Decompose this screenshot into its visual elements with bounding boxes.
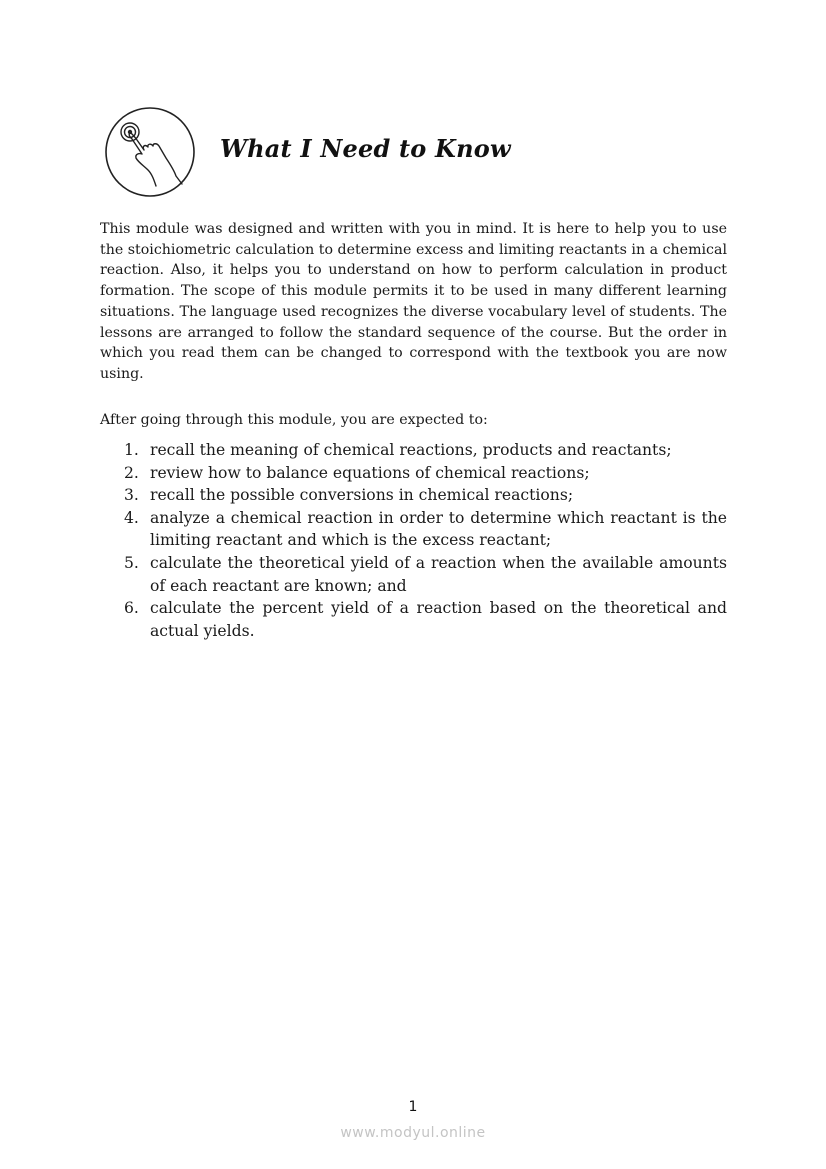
watermark-text: www.modyul.online xyxy=(340,1125,486,1141)
list-item xyxy=(124,484,727,507)
list-item-number: 2. xyxy=(124,463,139,482)
list-item-number: 5. xyxy=(124,553,139,572)
list-item xyxy=(124,597,727,642)
list-item-number: 3. xyxy=(124,486,139,505)
list-item-text: review how to balance equations of chemical reactions; xyxy=(150,463,590,482)
list-item-text: recall the meaning of chemical reactions, products and reactants; xyxy=(150,441,672,459)
list-item xyxy=(124,507,727,552)
list-item-text: analyze a chemical reaction in order to determine which reactant is the limiting reactant and which is the excess reactant; xyxy=(150,508,727,550)
intro-paragraph: This module was designed and written with you in mind. It is here to help you to use the stoichiometric calculation to determine excess and limiting reactants in a chemical reaction. Also, it helps you to understand on how to perform calculation in product formation. The scope of this module permits it to be used in many different learning situations. The language used recognizes the diverse vocabulary level of students. The lessons are arranged to follow the standard sequence of the course. But the order in which you read them can be changed to correspond with the textbook you are now using. xyxy=(100,221,727,382)
list-item-number: 6. xyxy=(124,599,139,618)
list-item-number: 1. xyxy=(124,441,139,459)
page-number: 1 xyxy=(408,1099,418,1115)
objectives-lead: After going through this module, you are expected to: xyxy=(100,412,488,428)
list-item-text: calculate the percent yield of a reaction based on the theoretical and actual yields. xyxy=(150,599,727,640)
list-item xyxy=(124,462,727,485)
hand-pointing-icon xyxy=(104,106,196,198)
section-header xyxy=(104,106,744,198)
list-item xyxy=(124,439,727,462)
list-item-text: recall the possible conversions in chemical reactions; xyxy=(150,486,574,505)
list-item-number: 4. xyxy=(124,508,139,527)
objectives-list xyxy=(124,439,727,642)
page-title: What I Need to Know xyxy=(220,134,511,163)
list-item-text: calculate the theoretical yield of a reaction when the available amounts of each reactant are known; and xyxy=(150,553,727,595)
list-item xyxy=(124,552,727,597)
